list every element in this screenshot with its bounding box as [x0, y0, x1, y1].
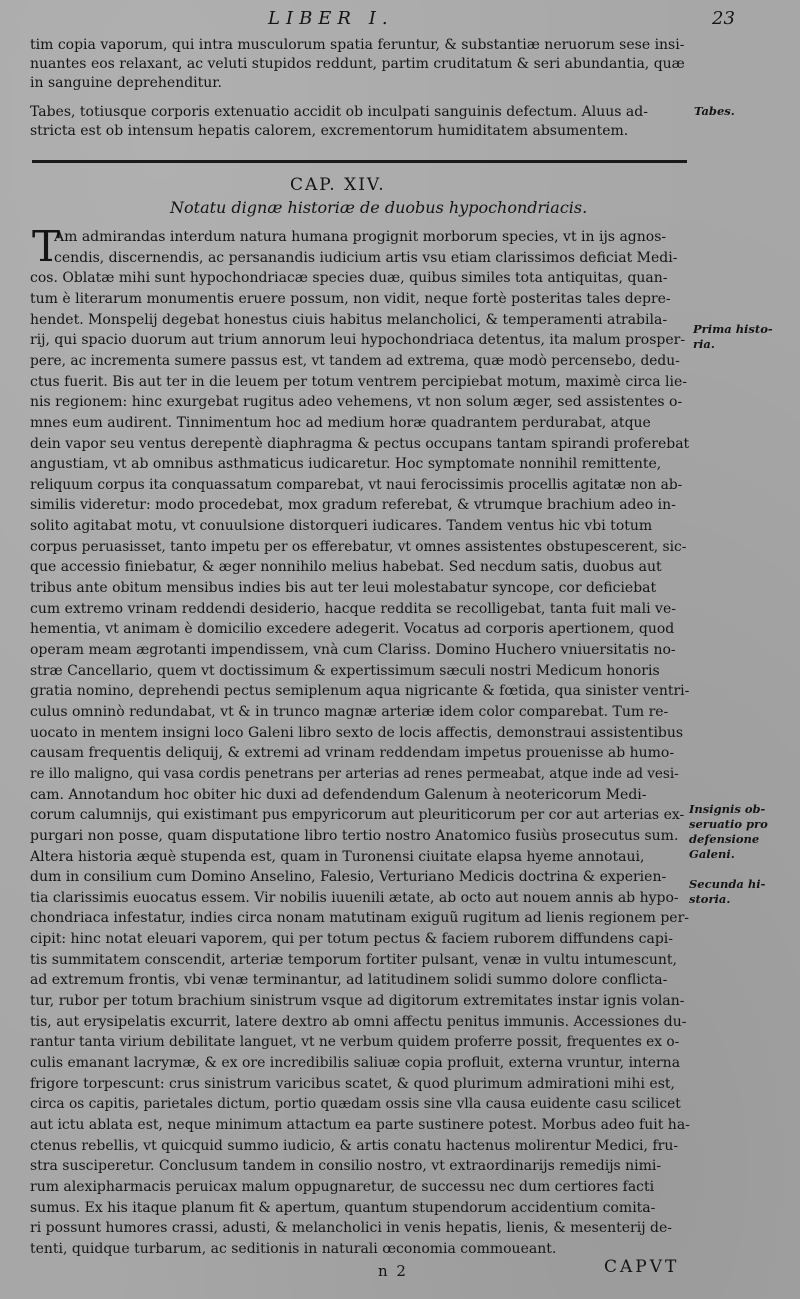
text-line: culus omninò redundabat, vt & in trunco magnæ arteriæ idem color comparebat. Tum re-: [30, 704, 669, 720]
text-line: causam frequentis deliquij, & extremi ad vrinam reddendam impetus prouenisse ab humo-: [30, 745, 675, 762]
chapter-subtitle: Notatu dignæ historiæ de duobus hypochondriacis.: [170, 198, 588, 217]
running-title: LIBER I.: [268, 8, 394, 29]
text-line: solito agitabat motu, vt conuulsione distorqueri iudicares. Tandem ventus hic vbi totum: [30, 518, 653, 535]
catchword: CAPVT: [604, 1257, 680, 1277]
text-line: corum calumnijs, qui existimant pus empyricorum aut pleuriticorum per cor aut arterias ex-: [30, 807, 685, 824]
text-line: reliquum corpus ita conquassatum comparebat, vt naui ferocissimis procellis agitatæ non ab-: [30, 476, 683, 493]
section-rule: [32, 160, 687, 163]
chapter-title: CAP. XIV.: [290, 175, 386, 195]
text-line: dein vapor seu ventus derepentè diaphragma & pectus occupans tantam spirandi proferebat: [30, 435, 690, 452]
text-line: circa os capitis, parietales dictum, portio quædam ossis sine vlla causa euidente casu scilicet: [30, 1096, 681, 1113]
text-line: ctus fuerit. Bis aut ter in die leuem per totum ventrem percipiebat motum, maximè circa lie-: [30, 373, 687, 390]
text-line: tis summitatem conscendit, arteriæ temporum fortiter pulsant, venæ in vultu intumescunt,: [30, 951, 677, 968]
text-line: aut ictu ablata est, neque minimum attactum ea parte sustinere potest. Morbus adeo fuit ha-: [30, 1116, 690, 1133]
text-line: angustiam, vt ab omnibus asthmaticus iudicaretur. Hoc symptomate nonnihil remittente,: [30, 456, 662, 473]
text-line: uocato in mentem insigni loco Galeni libro sexto de locis affectis, demonstraui assistentibus: [30, 724, 684, 741]
text-line: hementia, vt animam è domicilio excedere adegerit. Vocatus ad corporis apertionem, quod: [30, 621, 675, 638]
text-line: cum extremo vrinam reddendi desiderio, hacque reddita se recolligebat, tanta fuit mali ve-: [30, 600, 676, 617]
margin-note-line: ria.: [693, 337, 715, 351]
margin-note-line: Galeni.: [689, 847, 735, 861]
text-line: sumus. Ex his itaque planum fit & apertum, quantum stupendorum accidentium comita-: [30, 1199, 656, 1216]
text-line: tenti, quidque turbarum, ac seditionis in naturali œconomia commoueant.: [30, 1240, 557, 1257]
text-line: ri possunt humores crassi, adusti, & melancholici in venis hepatis, lienis, & mesenterij de-: [30, 1220, 672, 1237]
margin-note-secunda-historia: [689, 877, 789, 907]
text-line: tur, rubor per totum brachium sinistrum vsque ad digitorum extremitates instar ignis volan-: [30, 993, 685, 1009]
text-line: ctenus rebellis, vt quicquid summo iudicio, & artis conatu hactenus molirentur Medici, fru-: [30, 1137, 679, 1154]
text-line: culis emanant lacrymæ, & ex ore incredibilis saliuæ copia profluit, externa vruntur, interna: [30, 1055, 681, 1071]
text-line: cendis, discernendis, ac persanandis iudicium artis vsu etiam clarissimos deficiat Medi-: [54, 249, 678, 266]
page-number: 23: [712, 8, 735, 29]
signature-mark: n 2: [378, 1262, 408, 1280]
margin-note-line: defensione: [689, 832, 760, 846]
text-line: cam. Annotandum hoc obiter hic duxi ad defendendum Galenum à neotericorum Medi-: [30, 786, 647, 803]
text-line: cipit: hinc notat eleuari vaporem, qui per totum pectus & faciem ruborem diffundens capi-: [30, 931, 674, 948]
text-line: rum alexipharmacis peruicax malum oppugnaretur, de successu nec dum certiores facti: [30, 1178, 655, 1195]
text-line: pere, ac incrementa sumere passus est, vt tandem ad extrema, quæ modò percensebo, dedu-: [30, 352, 680, 369]
text-line: Am admirandas interdum natura humana progignit morborum species, vt in ijs agnos-: [54, 229, 667, 245]
text-line: tis, aut erysipelatis excurrit, latere dextro ab omni affectu penitus immunis. Accessiones du-: [30, 1013, 687, 1030]
text-line: nis regionem: hinc exurgebat rugitus adeo vehemens, vt non solum æger, sed assistentes o-: [30, 394, 683, 411]
margin-note-line: storia.: [689, 892, 731, 906]
margin-note-tabes: [694, 104, 794, 119]
drop-capital: T: [32, 222, 61, 271]
text-line: rantur tanta virium debilitate languet, vt ne verbum quidem proferre possit, frequentes ex o-: [30, 1034, 680, 1051]
text-line: similis videretur: modo procedebat, mox gradum referebat, & vtrumque brachium adeo in-: [30, 497, 676, 514]
text-line: corpus peruasisset, tanto impetu per os efferebatur, vt omnes assistentes obstupescerent, sic-: [30, 538, 687, 555]
margin-note-line: Insignis ob-: [689, 802, 766, 816]
text-line: stræ Cancellario, quem vt doctissimum & expertissimum sæculi nostri Medicum honoris: [30, 662, 660, 679]
text-line: que accessio finiebatur, & æger nonnihilo melius habebat. Sed necdum satis, duobus aut: [30, 559, 662, 576]
page-header: [0, 6, 800, 36]
text-line: in sanguine deprehenditur.: [30, 75, 222, 91]
text-line: Altera historia æquè stupenda est, quam in Turonensi ciuitate elapsa hyeme annotaui,: [30, 848, 645, 865]
text-line: ad extremum frontis, vbi venæ terminantur, ad latitudinem solidi summo dolore conflicta-: [30, 972, 668, 989]
text-line: hendet. Monspelij degebat honestus ciuis habitus melancholici, & temperamenti atrabila-: [30, 311, 668, 328]
margin-note-line: seruatio pro: [689, 817, 768, 831]
text-line: re illo maligno, qui vasa cordis penetrans per arterias ad renes permeabat, atque inde ad vesi-: [30, 765, 679, 782]
text-line: chondriaca infestatur, indies circa nonam matutinam exiguũ rugitum ad lienis regionem per-: [30, 910, 690, 927]
text-line: frigore torpescunt: crus sinistrum varicibus scatet, & quod plurimum admirationi mihi est,: [30, 1075, 675, 1092]
text-line: rij, qui spacio duorum aut trium annorum leui hypochondriaca detentus, ita malum prosper-: [30, 332, 686, 349]
margin-note-prima-historia: [693, 322, 793, 352]
text-line: operam meam ægrotanti impendissem, vnà cum Clariss. Domino Huchero vniuersitatis no-: [30, 642, 676, 658]
margin-note-line: Secunda hi-: [689, 877, 766, 891]
margin-note-line: Tabes.: [694, 104, 735, 118]
text-line: tim copia vaporum, qui intra musculorum spatia feruntur, & substantiæ neruorum sese insi-: [30, 37, 685, 53]
margin-note-insignis-observatio: [689, 802, 789, 862]
text-line: purgari non posse, quam disputatione libro tertio nostro Anatomico fusiùs prosecutus sum.: [30, 827, 679, 844]
text-line: Tabes, totiusque corporis extenuatio accidit ob inculpati sanguinis defectum. Aluus ad-: [30, 104, 648, 120]
text-line: tum è literarum monumentis eruere possum, non vidit, neque fortè posteritas tales depre-: [30, 290, 671, 307]
text-line: stra susciperetur. Conclusum tandem in consilio nostro, vt extraordinarijs remedijs nimi-: [30, 1158, 662, 1175]
text-line: cos. Oblatæ mihi sunt hypochondriacæ species duæ, quibus similes tota antiquitas, quan-: [30, 270, 668, 287]
text-line: stricta est ob intensum hepatis calorem, excrementorum humiditatem absumentem.: [30, 123, 629, 139]
margin-note-line: Prima histo-: [693, 322, 773, 336]
text-line: tia clarissimis euocatus essem. Vir nobilis iuuenili ætate, ab octo aut nouem annis ab hypo-: [30, 889, 679, 906]
text-line: mnes eum audirent. Tinnimentum hoc ad medium horæ quadrantem perdurabat, atque: [30, 414, 651, 431]
text-line: tribus ante obitum mensibus indies bis aut ter leui molestabatur syncope, cor deficiebat: [30, 580, 657, 596]
text-line: nuantes eos relaxant, ac veluti stupidos reddunt, partim cruditatum & seri abundantia, quæ: [30, 56, 685, 72]
text-line: gratia nomino, deprehendi pectus semiplenum aqua nigricante & fœtida, qua sinister ventri-: [30, 683, 690, 700]
text-line: dum in consilium cum Domino Anselino, Falesio, Verturiano Medicis doctrina & experien-: [30, 869, 667, 886]
